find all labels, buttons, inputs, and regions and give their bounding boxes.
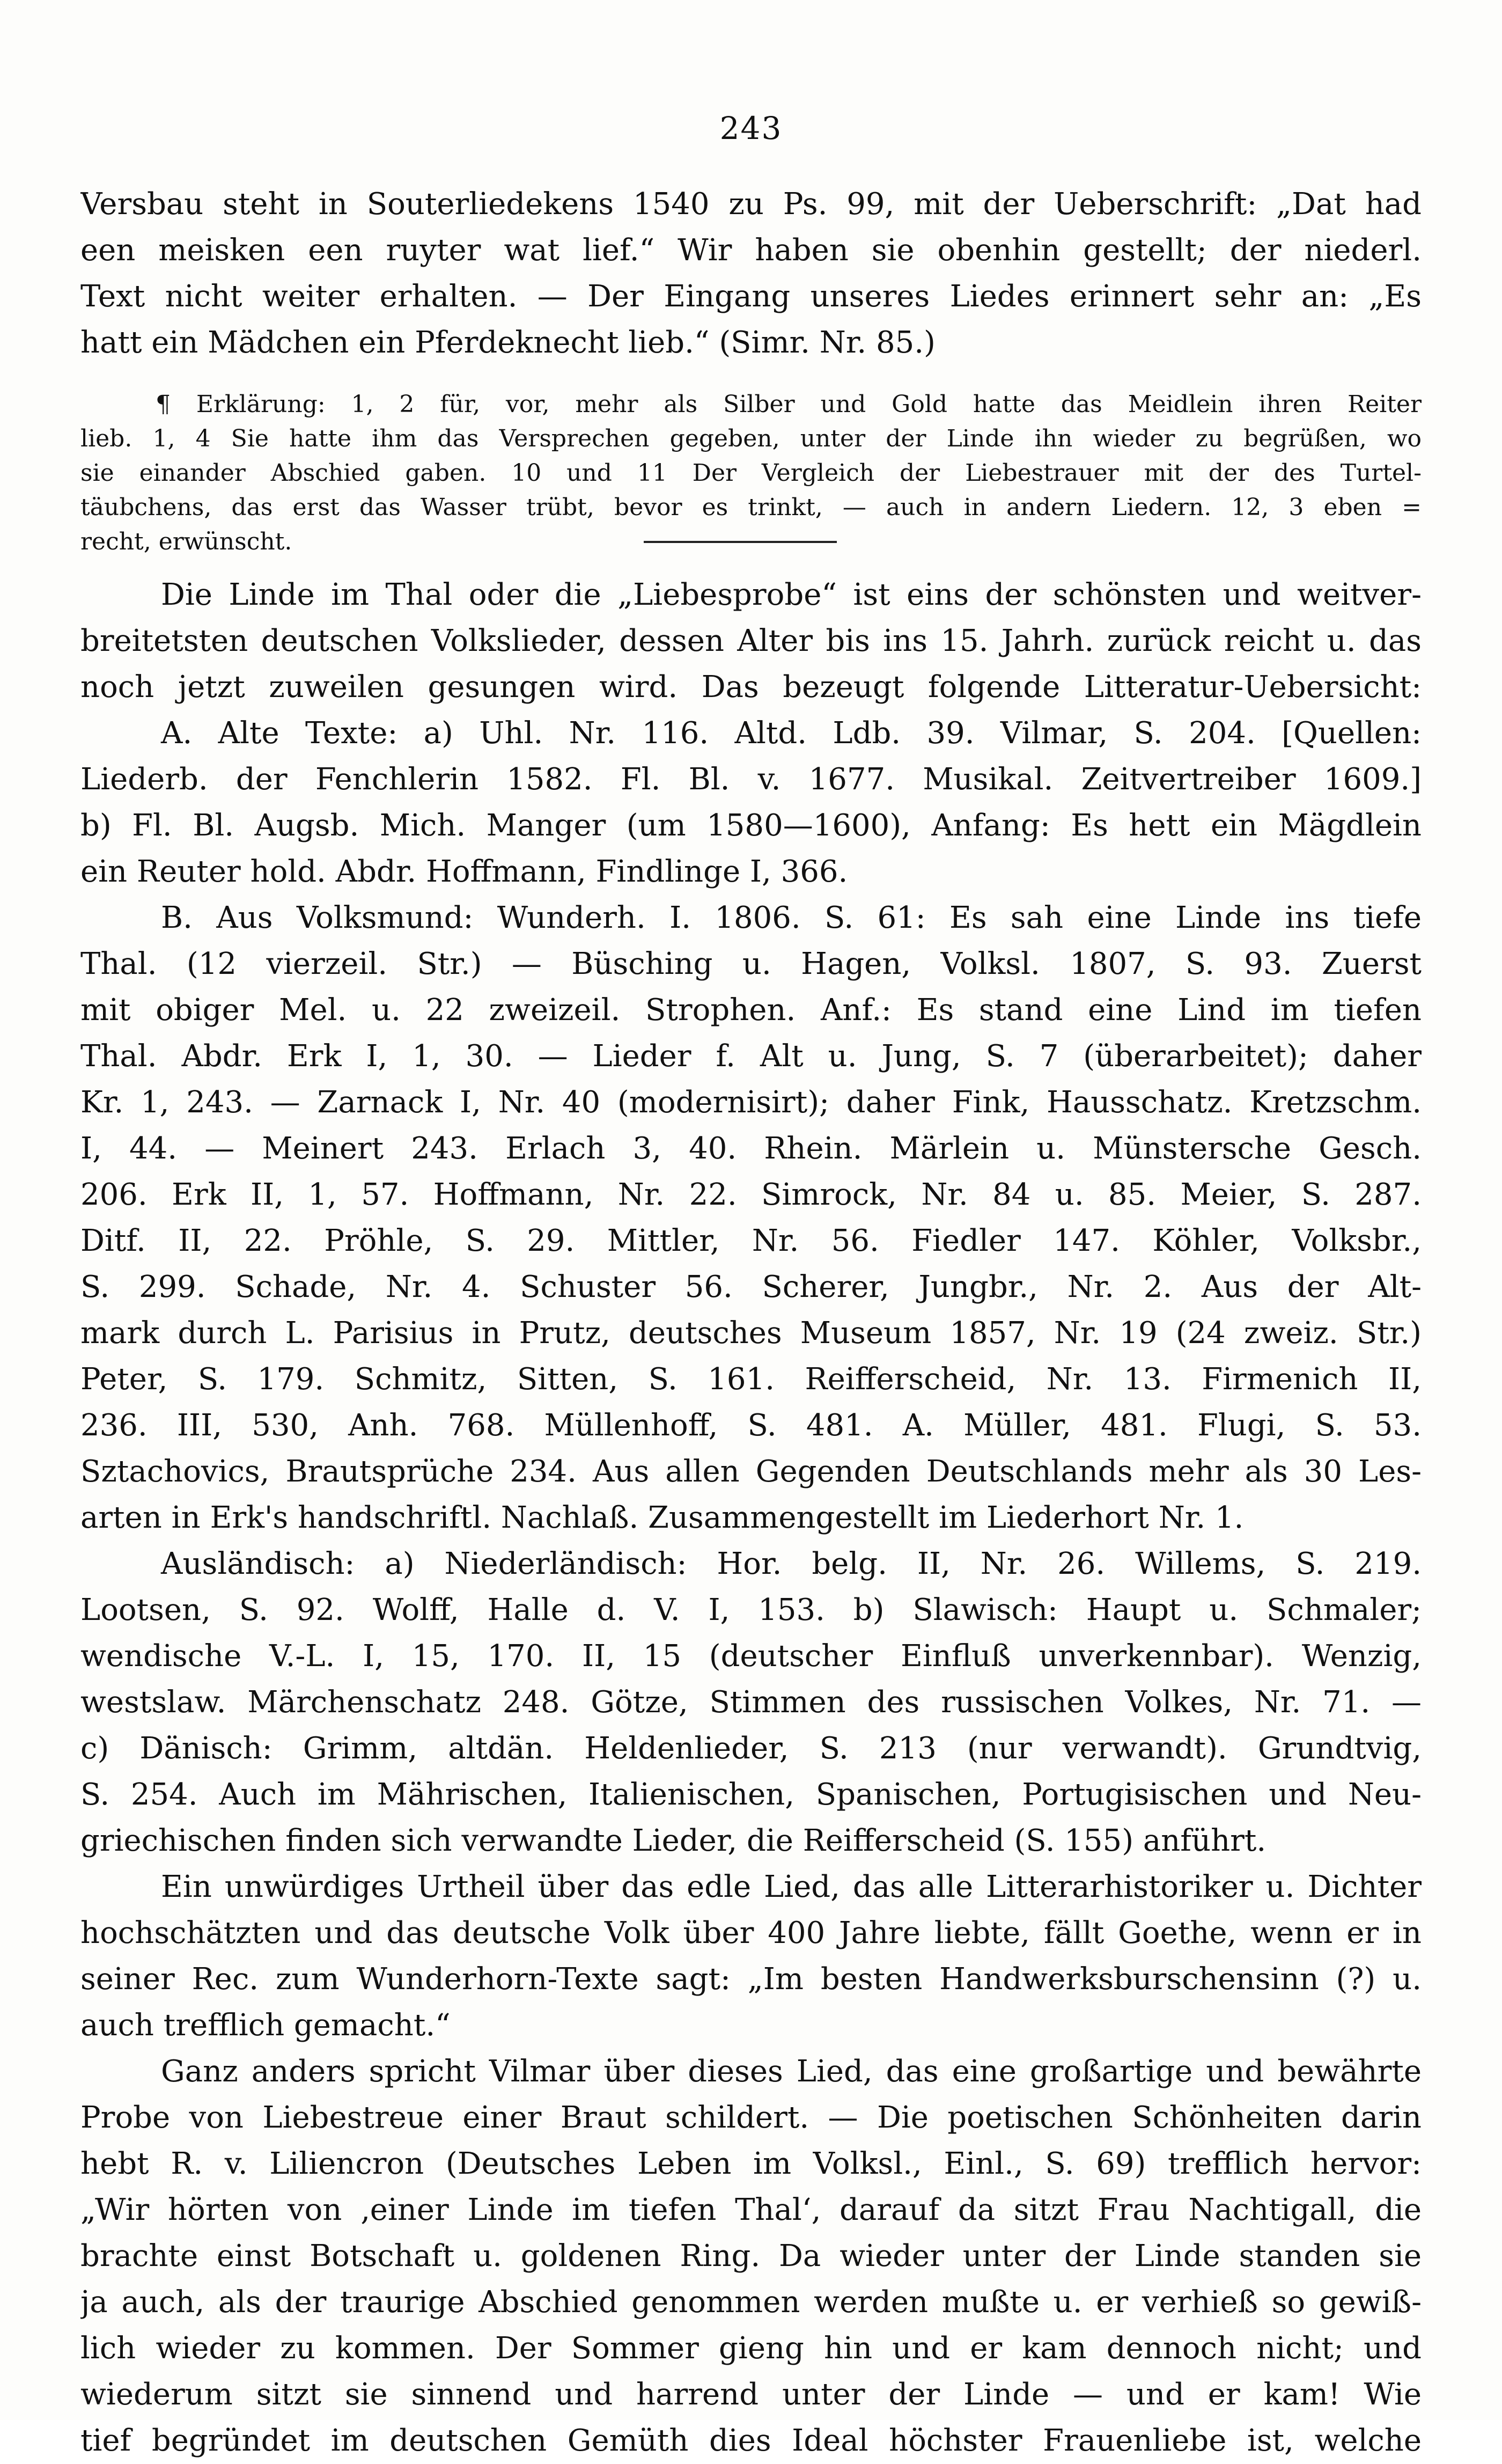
body-text xyxy=(80,572,1422,2464)
text-line: ja auch, als der traurige Abschied genommen werden mußte u. er verhieß so gewiß- xyxy=(80,2285,1422,2320)
text-line: hochschätzten und das deutsche Volk über 400 Jahre liebte, fällt Goethe, wenn er in xyxy=(80,1916,1422,1950)
text-line: Text nicht weiter erhalten. — Der Eingang unseres Liedes erinnert sehr an: „Es xyxy=(80,279,1422,314)
text-line: Peter, S. 179. Schmitz, Sitten, S. 161. Reifferscheid, Nr. 13. Firmenich II, xyxy=(80,1362,1422,1397)
note-line: sie einander Abschied gaben. 10 und 11 Der Vergleich der Liebestrauer mit der des Turtel- xyxy=(80,459,1422,487)
text-line: S. 299. Schade, Nr. 4. Schuster 56. Scherer, Jungbr., Nr. 2. Aus der Alt- xyxy=(80,1270,1422,1304)
text-line: Ausländisch: a) Niederländisch: Hor. belg. II, Nr. 26. Willems, S. 219. xyxy=(161,1546,1422,1581)
text-line: Versbau steht in Souterliedekens 1540 zu Ps. 99, mit der Ueberschrift: „Dat had xyxy=(80,187,1422,222)
text-line: b) Fl. Bl. Augsb. Mich. Manger (um 1580—1600), Anfang: Es hett ein Mägdlein xyxy=(80,808,1422,843)
explanation-note xyxy=(80,387,1422,559)
text-line: „Wir hörten von ‚einer Linde im tiefen Thal‘, darauf da sitzt Frau Nachtigall, die xyxy=(80,2192,1422,2227)
text-line: hebt R. v. Liliencron (Deutsches Leben im Volksl., Einl., S. 69) trefflich hervor: xyxy=(80,2146,1422,2181)
text-line: 206. Erk II, 1, 57. Hoffmann, Nr. 22. Simrock, Nr. 84 u. 85. Meier, S. 287. xyxy=(80,1177,1422,1212)
text-line: Thal. Abdr. Erk I, 1, 30. — Lieder f. Alt u. Jung, S. 7 (überarbeitet); daher xyxy=(80,1039,1422,1074)
page-content xyxy=(80,181,1422,2464)
text-line: A. Alte Texte: a) Uhl. Nr. 116. Altd. Ldb. 39. Vilmar, S. 204. [Quellen: xyxy=(161,716,1422,751)
text-line: brachte einst Botschaft u. goldenen Ring. Da wieder unter der Linde standen sie xyxy=(80,2239,1422,2274)
text-line: breitetsten deutschen Volkslieder, dessen Alter bis ins 15. Jahrh. zurück reicht u. das xyxy=(80,624,1422,658)
page-number: 243 xyxy=(719,110,783,146)
note-line: täubchens, das erst das Wasser trübt, bevor es trinkt, — auch in andern Liedern. 12, 3 eben = xyxy=(80,494,1422,521)
text-line: I, 44. — Meinert 243. Erlach 3, 40. Rhein. Märlein u. Münstersche Gesch. xyxy=(80,1131,1422,1166)
text-line: Lootsen, S. 92. Wolff, Halle d. V. I, 153. b) Slawisch: Haupt u. Schmaler; xyxy=(80,1593,1422,1627)
text-line: hatt ein Mädchen ein Pferdeknecht lieb.“ (Simr. Nr. 85.) xyxy=(80,325,936,360)
text-line: B. Aus Volksmund: Wunderh. I. 1806. S. 61: Es sah eine Linde ins tiefe xyxy=(161,900,1422,935)
note-line: recht, erwünscht. xyxy=(80,528,292,555)
note-line: lieb. 1, 4 Sie hatte ihm das Versprechen gegeben, unter der Linde ihn wieder zu begrüßen, wo xyxy=(80,425,1422,452)
section-divider xyxy=(644,541,837,543)
commentary-paragraph xyxy=(80,181,1422,366)
text-line: S. 254. Auch im Mährischen, Italienischen, Spanischen, Portugisischen und Neu- xyxy=(80,1777,1422,1812)
text-line: Sztachovics, Brautsprüche 234. Aus allen Gegenden Deutschlands mehr als 30 Les- xyxy=(80,1454,1422,1489)
text-line: mit obiger Mel. u. 22 zweizeil. Strophen. Anf.: Es stand eine Lind im tiefen xyxy=(80,993,1422,1028)
note-line: ¶ Erklärung: 1, 2 für, vor, mehr als Silber und Gold hatte das Meidlein ihren Reiter xyxy=(156,391,1422,418)
text-line: Ein unwürdiges Urtheil über das edle Lied, das alle Litterarhistoriker u. Dichter xyxy=(161,1869,1422,1904)
text-line: Probe von Liebestreue einer Braut schildert. — Die poetischen Schönheiten darin xyxy=(80,2100,1422,2135)
text-line: mark durch L. Parisius in Prutz, deutsches Museum 1857, Nr. 19 (24 zweiz. Str.) xyxy=(80,1316,1422,1351)
text-line: Liederb. der Fenchlerin 1582. Fl. Bl. v. 1677. Musikal. Zeitvertreiber 1609.] xyxy=(80,762,1422,797)
text-line: seiner Rec. zum Wunderhorn-Texte sagt: „Im besten Handwerksburschensinn (?) u. xyxy=(80,1962,1422,1997)
text-line: een meisken een ruyter wat lief.“ Wir haben sie obenhin gestellt; der niederl. xyxy=(80,233,1422,268)
text-line: Thal. (12 vierzeil. Str.) — Büsching u. Hagen, Volksl. 1807, S. 93. Zuerst xyxy=(80,947,1422,981)
text-line: Ganz anders spricht Vilmar über dieses Lied, das eine großartige und bewährte xyxy=(161,2054,1422,2089)
text-line: Kr. 1, 243. — Zarnack I, Nr. 40 (modernisirt); daher Fink, Hausschatz. Kretzschm. xyxy=(80,1085,1422,1120)
text-line: auch trefflich gemacht.“ xyxy=(80,2008,451,2043)
text-line: c) Dänisch: Grimm, altdän. Heldenlieder, S. 213 (nur verwandt). Grundtvig, xyxy=(80,1731,1422,1766)
text-line: wiederum sitzt sie sinnend und harrend unter der Linde — und er kam! Wie xyxy=(80,2377,1422,2412)
text-line: tief begründet im deutschen Gemüth dies Ideal höchster Frauenliebe ist, welche xyxy=(80,2423,1422,2458)
text-line: ein Reuter hold. Abdr. Hoffmann, Findlinge I, 366. xyxy=(80,854,848,889)
text-line: Die Linde im Thal oder die „Liebesprobe“ ist eins der schönsten und weitver- xyxy=(161,577,1422,612)
text-line: Ditf. II, 22. Pröhle, S. 29. Mittler, Nr. 56. Fiedler 147. Köhler, Volksbr., xyxy=(80,1223,1422,1258)
text-line: westslaw. Märchenschatz 248. Götze, Stimmen des russischen Volkes, Nr. 71. — xyxy=(80,1685,1422,1720)
text-line: lich wieder zu kommen. Der Sommer gieng hin und er kam dennoch nicht; und xyxy=(80,2331,1422,2366)
text-line: wendische V.-L. I, 15, 170. II, 15 (deutscher Einfluß unverkennbar). Wenzig, xyxy=(80,1639,1422,1674)
text-line: 236. III, 530, Anh. 768. Müllenhoff, S. 481. A. Müller, 481. Flugi, S. 53. xyxy=(80,1408,1422,1443)
text-line: noch jetzt zuweilen gesungen wird. Das bezeugt folgende Litteratur-Uebersicht: xyxy=(80,670,1422,705)
text-line: arten in Erk's handschriftl. Nachlaß. Zusammengestellt im Liederhort Nr. 1. xyxy=(80,1500,1244,1535)
text-line: griechischen finden sich verwandte Lieder, die Reifferscheid (S. 155) anführt. xyxy=(80,1823,1267,1858)
